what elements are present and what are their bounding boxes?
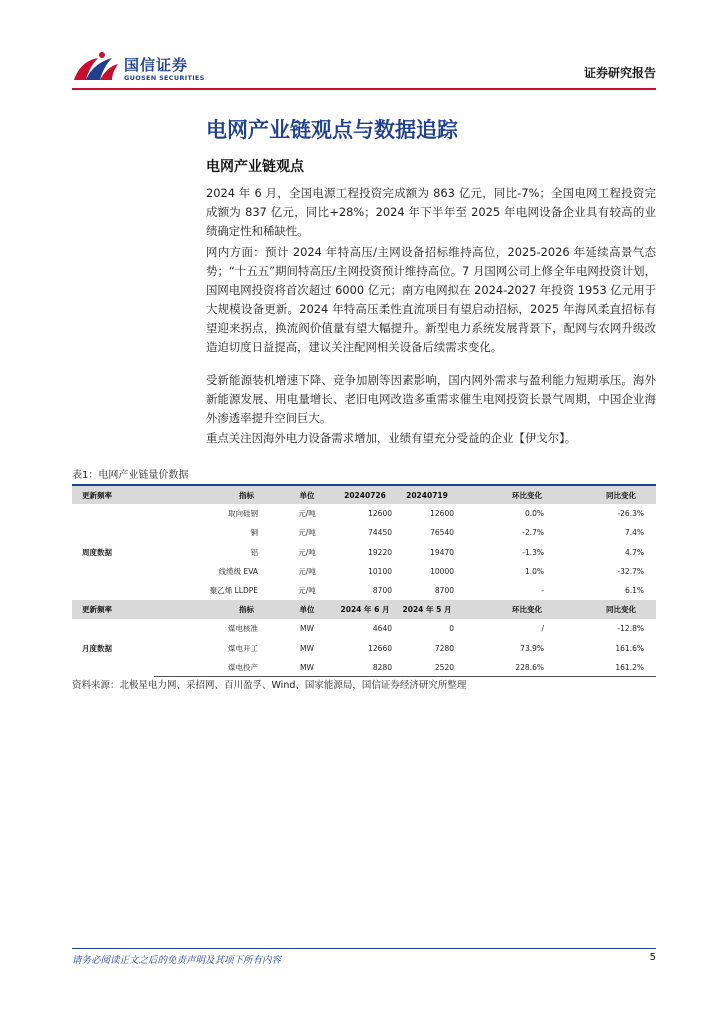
cell-unit: 元/吨 bbox=[298, 586, 316, 596]
header-cell: 更新频率 bbox=[72, 485, 154, 504]
header-cell: 更新频率 bbox=[72, 600, 154, 619]
header-cell: 20240719 bbox=[396, 485, 458, 504]
cell-yoy: 161.2% bbox=[556, 658, 656, 677]
table-row bbox=[72, 581, 656, 600]
cell-indicator: 煤电投产 bbox=[154, 658, 280, 677]
cell-value: 76540 bbox=[430, 528, 454, 538]
cell-value: 10000 bbox=[430, 566, 454, 576]
header-cell: 指标 bbox=[154, 485, 280, 504]
cell-yoy: 7.4% bbox=[624, 528, 644, 538]
table-header-row-weekly bbox=[72, 485, 656, 504]
company-logo bbox=[72, 48, 232, 88]
cell-mom: 0.0% bbox=[524, 509, 544, 519]
cell-value: 12660 bbox=[368, 643, 392, 653]
sub-title: 电网产业链观点 bbox=[206, 159, 304, 175]
cell-yoy: -26.3% bbox=[617, 509, 644, 519]
paragraph-investment: 2024 年 6 月，全国电源工程投资完成额为 863 亿元，同比-7%；全国电网工程投资完成额为 837 亿元，同比+28%；2024 年下半年至 2025 年电网设备企业具有较高的业绩确定性和稀缺性。 bbox=[206, 186, 656, 238]
table-row bbox=[72, 658, 656, 677]
cell-yoy: 4.7% bbox=[624, 547, 644, 557]
cell-value: 8700 bbox=[434, 586, 454, 596]
header-cell: 指标 bbox=[154, 600, 280, 619]
cell-value: 4640 bbox=[372, 624, 392, 634]
cell-yoy: -12.8% bbox=[617, 624, 644, 634]
cell-yoy: -32.7% bbox=[617, 566, 644, 576]
cell-value: 0 bbox=[449, 624, 454, 634]
table-row bbox=[72, 523, 656, 542]
table-row bbox=[72, 639, 656, 658]
footer-divider bbox=[72, 948, 656, 949]
paragraph-overseas: 受新能源装机增速下降、竞争加剧等因素影响，国内网外需求与盈利能力短期承压。海外新能源发展、用电量增长、老旧电网改造多重需求催生电网投资长景气周期，中国企业海外渗透率提升空间巨大。 bbox=[206, 373, 656, 425]
cell-value: 7280 bbox=[434, 643, 454, 653]
cell-mom: -2.7% bbox=[522, 528, 544, 538]
report-type-label: 证券研究报告 bbox=[583, 66, 656, 80]
header-cell: 2024 年 5 月 bbox=[396, 600, 458, 619]
table-header-row-monthly bbox=[72, 600, 656, 619]
header-cell: 单位 bbox=[280, 485, 334, 504]
cell-indicator: 铝 bbox=[250, 547, 258, 557]
header-cell: 环比变化 bbox=[458, 485, 556, 504]
group-label-weekly: 周度数据 bbox=[82, 547, 112, 557]
table-caption: 表1：电网产业链量价数据 bbox=[72, 470, 189, 481]
paragraph-focus: 重点关注因海外电力设备需求增加，业绩有望充分受益的企业【伊戈尔】。 bbox=[206, 431, 577, 445]
cell-unit: 元/吨 bbox=[298, 547, 316, 557]
cell-value: 10100 bbox=[368, 566, 392, 576]
page-number: 5 bbox=[649, 952, 656, 963]
cell-indicator: 铜 bbox=[250, 528, 258, 538]
cell-value: 8280 bbox=[334, 658, 396, 677]
cell-unit: 元/吨 bbox=[298, 528, 316, 538]
cell-unit: 元/吨 bbox=[298, 509, 316, 519]
data-table-container bbox=[72, 484, 656, 677]
price-volume-table bbox=[72, 484, 656, 677]
header-divider bbox=[72, 88, 656, 90]
cell-mom: - bbox=[541, 586, 544, 596]
paragraph-domestic: 网内方面：预计 2024 年特高压/主网设备招标维持高位，2025-2026 年延续高景气态势；“十五五”期间特高压/主网投资预计维持高位。7 月国网公司上修全年电网投资计划，国网电网投资将首次超过 6000 亿元；南方电网拟在 2024-2027 年投资 1953 亿元用于大规模设备更新。2024 年特高压柔性直流项目有望启动招标，2025 年海风柔直招标有望迎来拐点，换流阀价值量有望大幅提升。新型电力系统发展背景下，配网与农网升级改造迫切度日益提高，建议关注配网相关设备后续需求变化。 bbox=[206, 245, 656, 354]
cell-indicator: 取向硅钢 bbox=[228, 509, 258, 519]
table-row bbox=[72, 504, 656, 523]
cell-unit: MW bbox=[300, 643, 314, 653]
cell-value: 12600 bbox=[430, 509, 454, 519]
cell-value: 2520 bbox=[396, 658, 458, 677]
group-label-monthly: 月度数据 bbox=[82, 643, 112, 653]
cell-yoy: 161.6% bbox=[615, 643, 644, 653]
cell-value: 19470 bbox=[430, 547, 454, 557]
header-cell: 单位 bbox=[280, 600, 334, 619]
cell-unit: MW bbox=[300, 624, 314, 634]
guosen-logo-icon bbox=[72, 50, 120, 84]
cell-mom: 1.0% bbox=[524, 566, 544, 576]
header-cell: 环比变化 bbox=[458, 600, 556, 619]
table-row bbox=[72, 562, 656, 581]
cell-value: 8700 bbox=[372, 586, 392, 596]
cell-indicator: 线缆级 EVA bbox=[218, 566, 258, 576]
header-cell: 20240726 bbox=[334, 485, 396, 504]
header-cell: 同比变化 bbox=[556, 600, 656, 619]
cell-mom: / bbox=[541, 624, 544, 634]
footer-disclaimer: 请务必阅读正文之后的免责声明及其项下所有内容 bbox=[72, 955, 282, 966]
data-source-note: 资料来源：北极星电力网、采招网、百川盈孚、Wind、国家能源局，国信证券经济研究所整理 bbox=[72, 680, 467, 691]
cell-unit: MW bbox=[280, 658, 334, 677]
logo-chinese-name: 国信证券 bbox=[124, 56, 189, 74]
cell-indicator: 聚乙烯 LLDPE bbox=[209, 586, 258, 596]
header-cell: 2024 年 6 月 bbox=[334, 600, 396, 619]
cell-indicator: 煤电核准 bbox=[228, 624, 258, 634]
cell-mom: 228.6% bbox=[458, 658, 556, 677]
cell-value: 74450 bbox=[368, 528, 392, 538]
cell-mom: -1.3% bbox=[522, 547, 544, 557]
cell-indicator: 煤电开工 bbox=[228, 643, 258, 653]
table-row bbox=[72, 543, 656, 562]
cell-yoy: 6.1% bbox=[624, 586, 644, 596]
header-cell: 同比变化 bbox=[556, 485, 656, 504]
section-title: 电网产业链观点与数据追踪 bbox=[206, 118, 458, 142]
page-header bbox=[72, 48, 656, 88]
cell-value: 12600 bbox=[368, 509, 392, 519]
logo-english-name: GUOSEN SECURITIES bbox=[124, 74, 205, 82]
table-row bbox=[72, 619, 656, 638]
cell-unit: 元/吨 bbox=[298, 566, 316, 576]
cell-mom: 73.9% bbox=[520, 643, 544, 653]
cell-value: 19220 bbox=[368, 547, 392, 557]
